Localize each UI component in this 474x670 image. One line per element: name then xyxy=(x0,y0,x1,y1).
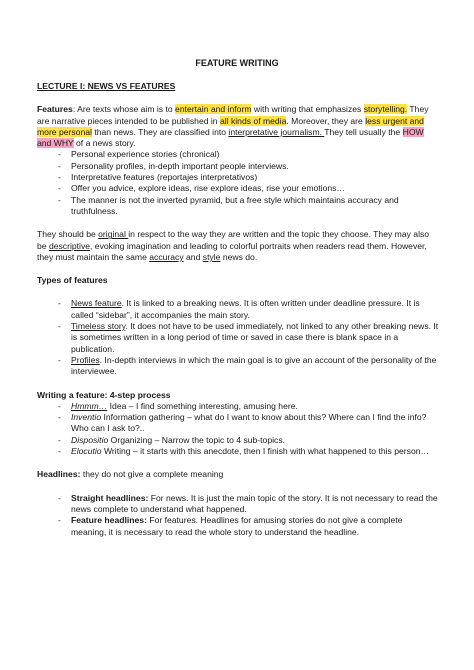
features-label: Features xyxy=(37,104,73,115)
lecture-heading: LECTURE I: NEWS VS FEATURES xyxy=(37,81,176,91)
underline-style: style xyxy=(202,251,221,262)
type-term: Timeless story xyxy=(71,321,126,332)
type-term: Profiles xyxy=(71,354,100,365)
list-item: - Offer you advice, explore ideas, rise explore ideas, rise your emotions… xyxy=(37,183,440,194)
process-text: Idea – I find something interesting, amusing here. xyxy=(107,400,298,411)
underline-interpretative: interpretative journalism. xyxy=(228,126,325,137)
headline-types-list xyxy=(37,493,440,538)
highlight-entertain: entertain and inform xyxy=(175,104,252,115)
qualities-paragraph xyxy=(37,229,440,263)
list-item xyxy=(37,321,440,355)
type-text: . It is linked to a breaking news. It is often written under deadline pressure. It is called “sidebar”, it accompanies the main story. xyxy=(71,298,420,320)
list-item: - The manner is not the inverted pyramid, but a free style which maintains accuracy and truthfulness. xyxy=(37,195,440,218)
intro-text: of a news story. xyxy=(73,138,136,149)
para-text: in respect to the way they are written and the topic they choose. They may also be xyxy=(37,229,430,251)
process-term: Inventio xyxy=(71,412,102,423)
headline-text: For news. It is just the main topic of the story. It is not necessary to read the news complete to understand what happened. xyxy=(71,492,438,514)
para-text: news do. xyxy=(220,251,258,262)
underline-descriptive: descriptive xyxy=(48,240,91,251)
intro-text: . Moreover, they are xyxy=(286,115,366,126)
headline-term: Straight headlines: xyxy=(71,492,149,503)
types-heading: Types of features xyxy=(37,275,108,286)
process-term: Elocutio xyxy=(71,446,102,457)
headline-term: Feature headlines: xyxy=(71,515,147,526)
list-item: - Personal experience stories (chronical) xyxy=(37,149,440,160)
process-heading: Writing a feature: 4-step process xyxy=(37,389,171,400)
list-item xyxy=(37,446,440,457)
type-term: News feature xyxy=(71,298,122,309)
list-item: - Interpretative features (reportajes interpretativos) xyxy=(37,172,440,183)
list-item: - Personality profiles, in-depth important people interviews. xyxy=(37,161,440,172)
highlight-less-urgent: less urgent and more personal xyxy=(37,115,424,137)
list-item xyxy=(37,355,440,378)
underline-accuracy: accuracy xyxy=(149,251,184,262)
list-item xyxy=(37,435,440,446)
process-term: Dispositio xyxy=(71,434,109,445)
process-term: Hmmm… xyxy=(71,400,108,411)
intro-paragraph xyxy=(37,104,440,149)
intro-list xyxy=(37,149,440,217)
headlines-text: they do not give a complete meaning xyxy=(80,469,224,480)
para-text: and xyxy=(183,251,203,262)
process-text: Organizing – Narrow the topic to 4 sub-topics. xyxy=(108,434,285,445)
process-text: Information gathering – what do I want to know about this? Where can I find the info? Who can I ask to?.. xyxy=(71,412,427,434)
underline-original: original xyxy=(98,229,129,240)
type-text: . It does not have to be used immediately, not linked to any other breaking news. It is sometimes written in a long period of time or saved in case there is blank space in a publication. xyxy=(71,321,439,354)
list-item xyxy=(37,493,440,516)
types-list xyxy=(37,298,440,377)
para-text: , evoking imagination and leading to colorful portraits when readers read them. However, they must maintain the same xyxy=(37,240,427,262)
headline-text: For features. Headlines for amusing stories do not give a complete meaning, it is necessary to read the whole story to understand the headline. xyxy=(71,515,403,537)
headlines-label: Headlines: xyxy=(37,469,81,480)
highlight-media: all kinds of media xyxy=(219,115,287,126)
process-list xyxy=(37,401,440,457)
highlight-how-why: HOW and WHY xyxy=(37,126,424,149)
list-item xyxy=(37,412,440,435)
para-text: They should be xyxy=(37,229,99,240)
intro-text: with writing that emphasizes xyxy=(251,104,364,115)
highlight-storytelling: storytelling. xyxy=(363,104,408,115)
document-body xyxy=(37,81,440,538)
intro-text: They are narrative pieces intended to be published in xyxy=(37,104,429,126)
intro-text: than news. They are classified into xyxy=(91,126,229,137)
list-item xyxy=(37,298,440,321)
process-text: Writing – it starts with this anecdote, then I finish with what happened to this person… xyxy=(101,446,430,457)
intro-text: They tell usually the xyxy=(324,126,403,137)
type-text: . In-depth interviews in which the main goal is to give an account of the personality of the interviewee. xyxy=(71,354,437,377)
headlines-paragraph xyxy=(37,469,440,480)
document-title: FEATURE WRITING xyxy=(195,58,279,68)
list-item xyxy=(37,515,440,538)
list-item xyxy=(37,401,440,412)
intro-text: : Are texts whose aim is to xyxy=(72,104,176,115)
